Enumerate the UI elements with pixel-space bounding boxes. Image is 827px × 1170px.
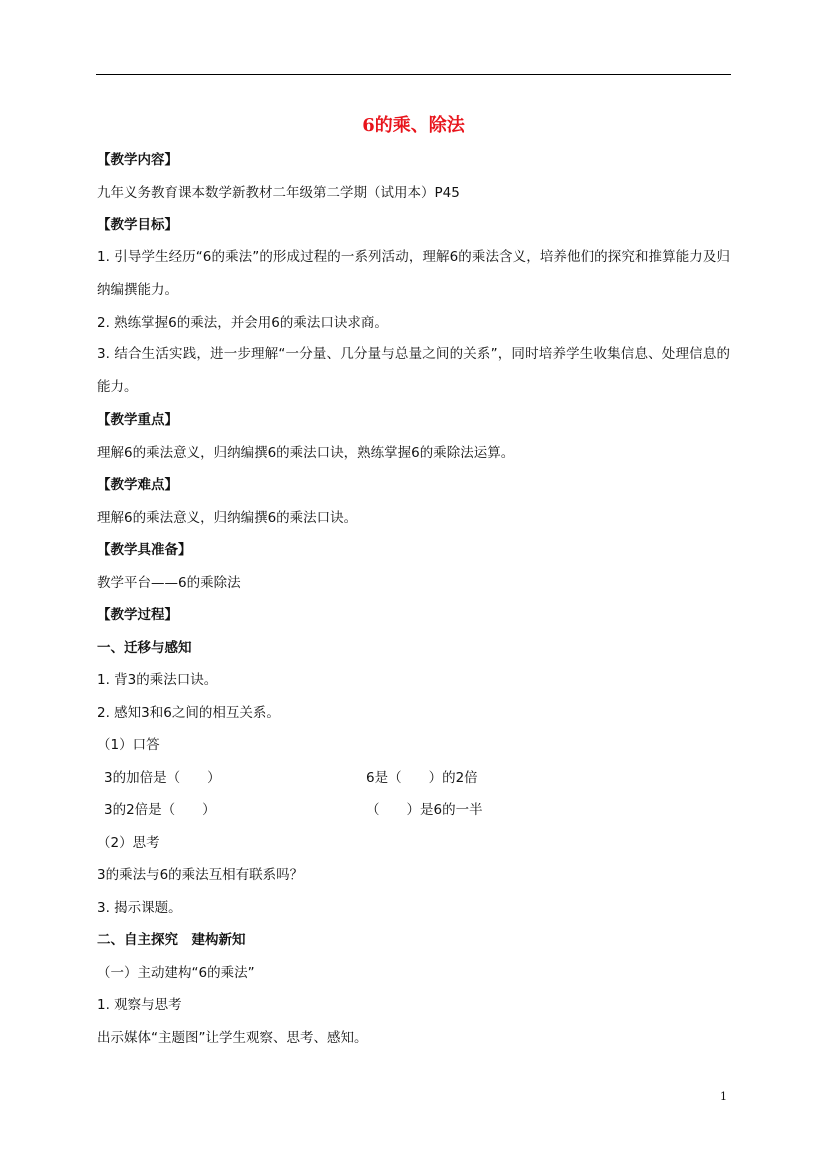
tools-text: 教学平台——6的乘除法: [97, 575, 241, 591]
goal-2: 2. 熟练掌握6的乘法，并会用6的乘法口诀求商。: [97, 315, 388, 331]
step-1-2b-question: 3的乘法与6的乘法互相有联系吗？: [97, 867, 304, 883]
step-1-3: 3. 揭示课题。: [97, 900, 182, 916]
heading-process: 【教学过程】: [97, 607, 178, 623]
question-1-right: 6是（ ）的2倍: [366, 770, 478, 786]
question-2-right: （ ）是6的一半: [366, 802, 483, 818]
step-2-1-text: 出示媒体“主题图”让学生观察、思考、感知。: [97, 1030, 368, 1046]
heading-difficult: 【教学难点】: [97, 477, 178, 493]
question-1-left: 3的加倍是（ ）: [104, 770, 221, 786]
step-1-2b: （2）思考: [97, 835, 160, 851]
step-2-1: 1. 观察与思考: [97, 997, 182, 1013]
step-1-2a: （1）口答: [97, 737, 160, 753]
document-title: 6的乘、除法: [362, 115, 465, 136]
heading-key: 【教学重点】: [97, 412, 178, 428]
key-text: 理解6的乘法意义，归纳编撰6的乘法口诀，熟练掌握6的乘除法运算。: [97, 445, 515, 461]
page-number: 1: [720, 1090, 727, 1103]
difficult-text: 理解6的乘法意义，归纳编撰6的乘法口诀。: [97, 510, 358, 526]
goal-3: 3. 结合生活实践，进一步理解“一分量、几分量与总量之间的关系”，同时培养学生收集信息、处理信息的能力。: [97, 346, 730, 395]
section-2-a: （一）主动建构“6的乘法”: [97, 965, 255, 981]
heading-tools: 【教学具准备】: [97, 542, 192, 558]
step-1-1: 1. 背3的乘法口诀。: [97, 672, 218, 688]
section-2-title: 二、自主探究 建构新知: [97, 932, 246, 948]
heading-content: 【教学内容】: [97, 152, 178, 168]
step-1-2: 2. 感知3和6之间的相互关系。: [97, 705, 280, 721]
question-2-left: 3的2倍是（ ）: [104, 802, 216, 818]
section-1-title: 一、迁移与感知: [97, 640, 192, 656]
header-rule: [96, 74, 731, 75]
content-text: 九年义务教育课本数学新教材二年级第二学期（试用本）P45: [97, 185, 460, 201]
goal-1: 1. 引导学生经历“6的乘法”的形成过程的一系列活动，理解6的乘法含义，培养他们的探究和推算能力及归纳编撰能力。: [97, 249, 730, 298]
heading-goals: 【教学目标】: [97, 217, 178, 233]
